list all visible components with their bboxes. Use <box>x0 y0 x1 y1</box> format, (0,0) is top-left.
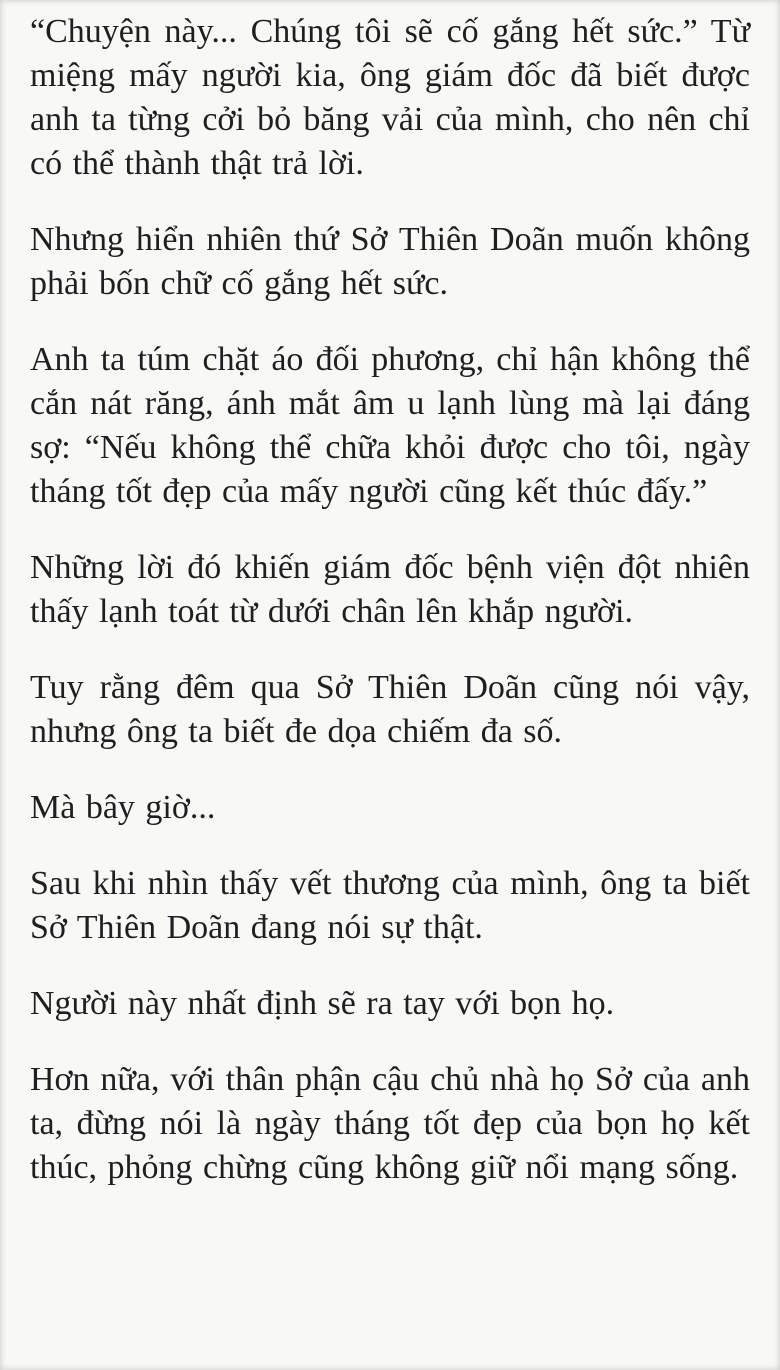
paragraph: Tuy rằng đêm qua Sở Thiên Doãn cũng nói vậy, nhưng ông ta biết đe dọa chiếm đa số. <box>30 669 750 750</box>
paragraph: Nhưng hiển nhiên thứ Sở Thiên Doãn muốn không phải bốn chữ cố gắng hết sức. <box>30 221 750 302</box>
paragraph: Hơn nữa, với thân phận cậu chủ nhà họ Sở của anh ta, đừng nói là ngày tháng tốt đẹp của bọn họ kết thúc, phỏng chừng cũng không giữ nổi mạng sống. <box>30 1061 750 1186</box>
paragraph: “Chuyện này... Chúng tôi sẽ cố gắng hết sức.” Từ miệng mấy người kia, ông giám đốc đã biết được anh ta từng cởi bỏ băng vải của mình, cho nên chỉ có thể thành thật trả lời. <box>30 13 750 182</box>
paragraph: Sau khi nhìn thấy vết thương của mình, ông ta biết Sở Thiên Doãn đang nói sự thật. <box>30 865 750 946</box>
paragraph: Anh ta túm chặt áo đối phương, chỉ hận không thể cắn nát răng, ánh mắt âm u lạnh lùng mà lại đáng sợ: “Nếu không thể chữa khỏi được cho tôi, ngày tháng tốt đẹp của mấy người cũng kết thúc đấy.” <box>30 341 750 510</box>
paragraph: Người này nhất định sẽ ra tay với bọn họ. <box>30 985 615 1022</box>
paragraph: Những lời đó khiến giám đốc bệnh viện đột nhiên thấy lạnh toát từ dưới chân lên khắp người. <box>30 549 750 630</box>
paragraph: Mà bây giờ... <box>30 789 216 826</box>
